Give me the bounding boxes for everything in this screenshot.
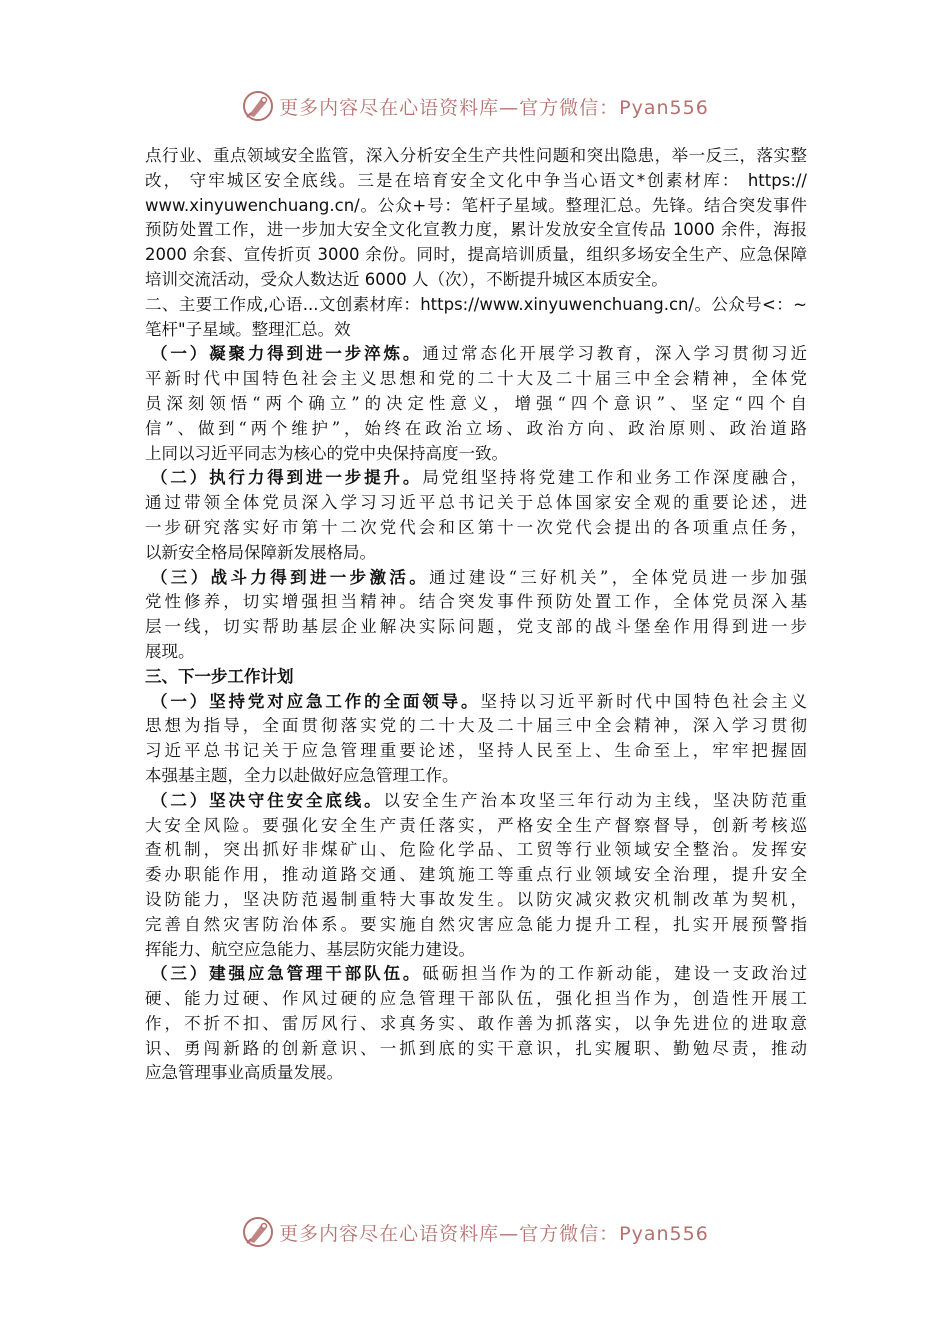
paragraph-4-first-line	[145, 690, 807, 715]
text-line: 预防处置工作，进一步加大安全文化宣教力度，累计发放安全宣传品 1000 余件，海报	[145, 220, 807, 240]
text-line: 党性修养，切实增强担当精神。结合突发事件预防处置工作，全体党员深入基	[145, 592, 807, 612]
text-line: 思想为指导，全面贯彻落实党的二十大及二十届三中全会精神，深入学习贯彻	[145, 716, 807, 736]
text-line: 识、勇闯新路的创新意识、一抓到底的实干意识，扎实履职、勤勉尽责，推动	[145, 1038, 807, 1058]
text-line: 一步研究落实好市第十二次党代会和区第十一次党代会提出的各项重点任务，	[145, 517, 807, 537]
document-body	[145, 144, 807, 1086]
text-line: 上同以习近平同志为核心的党中央保持高度一致。	[145, 443, 508, 463]
text-line: 以新安全格局保障新发展格局。	[145, 542, 376, 562]
text-line: 完善自然灾害防治体系。要实施自然灾害应急能力提升工程，扎实开展预警指	[145, 914, 807, 934]
paragraph-1-heading: （一）凝聚力得到进一步淬炼。	[151, 344, 423, 364]
text-line: 信”、做到“两个维护”，始终在政治立场、政治方向、政治原则、政治道路	[145, 418, 807, 438]
paragraph-6-first-line	[145, 962, 807, 987]
paragraph-1-text: 通过常态化开展学习教育，深入学习贯彻习近	[422, 344, 807, 364]
watermark-text: 更多内容尽在心语资料库—官方微信：Pyan556	[279, 96, 709, 119]
text-line: 平新时代中国特色社会主义思想和党的二十大及二十届三中全会精神，全体党	[145, 369, 807, 389]
text-line: 查机制，突出抓好非煤矿山、危险化学品、工贸等行业领域安全整治。发挥安	[145, 840, 807, 860]
paragraph-4-text: 坚持以习近平新时代中国特色社会主义	[480, 691, 807, 711]
text-line: 培训交流活动，受众人数达近 6000 人（次），不断提升城区本质安全。	[145, 269, 668, 289]
watermark-text: 更多内容尽在心语资料库—官方微信：Pyan556	[279, 1222, 709, 1245]
text-line: 层一线，切实帮助基层企业解决实际问题，党支部的战斗堡垒作用得到进一步	[145, 617, 807, 637]
watermark-banner-top	[0, 86, 950, 126]
paragraph-2-first-line	[145, 466, 807, 491]
text-line: 应急管理事业高质量发展。	[145, 1063, 343, 1083]
text-line: 委办职能作用，推动道路交通、建筑施工等重点行业领域安全治理，提升安全	[145, 865, 807, 885]
text-line: 作，不折不扣、雷厉风行、求真务实、敢作善为抓落实，以争先进位的进取意	[145, 1013, 807, 1033]
paragraph-6-text: 砥砺担当作为的工作新动能，建设一支政治过	[422, 964, 807, 984]
section-heading-2: 二、主要工作成,心语...文创素材库：https://www.xinyuwenchuang.cn/。公众号<：~	[145, 294, 807, 314]
paragraph-2-text: 局党组坚持将党建工作和业务工作深度融合，	[422, 468, 807, 488]
text-line: 通过带领全体党员深入学习习近平总书记关于总体国家安全观的重要论述，进	[145, 493, 807, 513]
paragraph-3-heading: （三）战斗力得到进一步激活。	[151, 567, 430, 587]
text-line: 员深刻领悟“两个确立”的决定性意义，增强“四个意识”、坚定“四个自	[145, 393, 807, 413]
paragraph-1-first-line	[145, 342, 807, 367]
text-line: 硬、能力过硬、作风过硬的应急管理干部队伍，强化担当作为，创造性开展工	[145, 989, 807, 1009]
pen-nib-logo-icon	[241, 89, 275, 123]
text-line: 设防能力，坚决防范遏制重特大事故发生。以防灾减灾救灾机制改革为契机，	[145, 889, 807, 909]
paragraph-5-text: 以安全生产治本攻坚三年行动为主线，坚决防范重	[383, 790, 807, 810]
text-line: 展现。	[145, 641, 195, 661]
text-line: 习近平总书记关于应急管理重要论述，坚持人民至上、生命至上，牢牢把握固	[145, 741, 807, 761]
text-line: 改， 守牢城区安全底线。三是在培育安全文化中争当心语文*创素材库： https://	[145, 170, 807, 190]
paragraph-4-heading: （一）坚持党对应急工作的全面领导。	[151, 691, 481, 711]
paragraph-2-heading: （二）执行力得到进一步提升。	[151, 468, 423, 488]
paragraph-6-heading: （三）建强应急管理干部队伍。	[151, 964, 423, 984]
section-heading-2-cont: 笔杆"子星域。整理汇总。效	[145, 319, 351, 339]
watermark-banner-bottom	[0, 1212, 950, 1252]
text-line: 大安全风险。要强化安全生产责任落实，严格安全生产督察督导，创新考核巡	[145, 815, 807, 835]
text-line: 本强基主题，全力以赴做好应急管理工作。	[145, 765, 459, 785]
text-line: www.xinyuwenchuang.cn/。公众+号：笔杆子星域。整理汇总。先锋。结合突发事件	[145, 195, 807, 215]
paragraph-3-text: 通过建设“三好机关”，全体党员进一步加强	[429, 567, 807, 587]
text-line: 点行业、重点领域安全监管，深入分析安全生产共性问题和突出隐患，举一反三，落实整	[145, 146, 807, 165]
pen-nib-logo-icon	[241, 1215, 275, 1249]
paragraph-5-first-line	[145, 789, 807, 814]
paragraph-5-heading: （二）坚决守住安全底线。	[151, 790, 384, 810]
paragraph-3-first-line	[145, 566, 807, 591]
text-line: 挥能力、航空应急能力、基层防灾能力建设。	[145, 939, 475, 959]
section-heading-3: 三、下一步工作计划	[145, 666, 294, 686]
text-line: 2000 余套、宣传折页 3000 余份。同时，提高培训质量，组织多场安全生产、应急保障	[145, 245, 807, 265]
